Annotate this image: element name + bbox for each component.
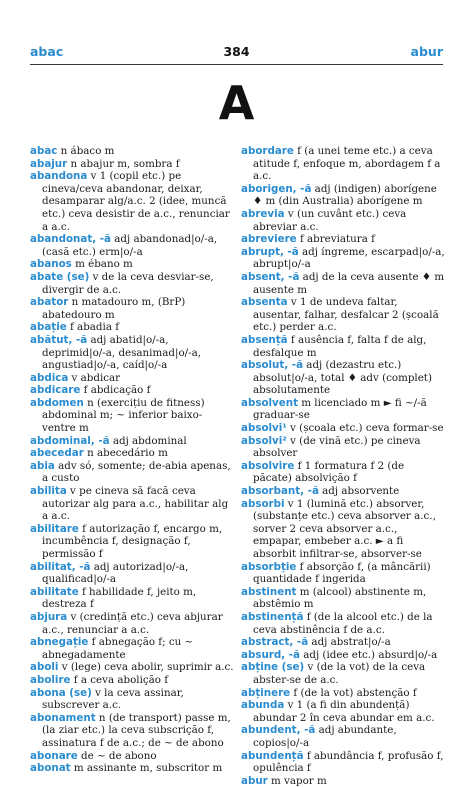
dictionary-entry [30,611,235,636]
entry-headword: abanos [30,258,72,271]
dictionary-entry [241,586,446,611]
entry-definition: adv só, somente; de-abia apenas, a custo [42,459,231,485]
entry-definition: f (a unei teme etc.) a ceva atitude f, enfoque m, abordagem f a a.c. [253,145,441,183]
entry-definition: v (școala etc.) ceva formar-se [286,422,444,435]
entry-headword: absorbant, -ă [241,485,319,498]
dictionary-entry [30,321,235,334]
entry-definition: n (exercițiu de fitness) abdominal m; ~ inferior baixo-ventre m [42,396,205,435]
dictionary-entry [30,636,235,661]
entry-definition: m ébano m [71,258,133,271]
entry-definition: adj abatid|o/-a, deprimid|o/-a, desanimad|o/-a, angustiad|o/-a, caíd|o/-a [42,333,201,372]
entry-definition: n matadouro m, (BrP) abatedouro m [42,296,186,321]
entry-definition: f 1 formatura f 2 (de păcate) absolvição f [253,459,405,485]
dictionary-entry [30,158,235,171]
entry-headword: absolvi² [241,434,287,447]
entry-definition: adj abandonad|o/-a, (casă etc.) erm|o/-a [42,233,218,258]
dictionary-entry [241,485,446,498]
entry-headword: abnegație [30,636,89,649]
entry-definition: adj de la ceva ausente ♦ m ausente m [253,270,445,296]
dictionary-entry [241,649,446,662]
entry-definition: f (de la vot) abstenção f [290,686,417,699]
guide-word-left: abac [30,44,64,59]
entry-headword: abonare [30,749,78,762]
dictionary-entry [241,699,446,724]
entry-definition: adj (indigen) aborígene ♦ m (din Australia) aborígene m [253,182,437,208]
entry-headword: aborigen, -ă [241,182,312,195]
dictionary-entry [241,233,446,246]
entry-headword: absolvi¹ [241,422,287,435]
entry-definition: v (lege) ceva abolir, suprimir a.c. [58,661,234,674]
entry-definition: f absorção f, (a mâncării) quantidade f ingerida [253,560,431,586]
dictionary-entry [30,271,235,296]
entry-definition: f a ceva abolição f [70,673,169,686]
entry-definition: adj íngreme, escarpad|o/-a, abrupt|o/-a [253,245,445,271]
entry-headword: abreviere [241,233,297,246]
dictionary-entry [30,674,235,687]
entry-definition: v de la ceva desviar-se, divergir de a.c. [42,270,214,296]
left-column [30,145,235,775]
right-column [241,145,446,787]
entry-definition: f habilidade f, jeito m, destreza f [42,585,197,611]
dictionary-entry [30,372,235,385]
entry-headword: abdicare [30,384,81,397]
dictionary-entry [30,397,235,435]
entry-headword: abilitat, -ă [30,560,91,573]
entry-headword: abona (se) [30,686,92,699]
dictionary-entry [241,775,446,787]
dictionary-entry [30,687,235,712]
entry-headword: absorbi [241,497,285,510]
entry-definition: v (de la vot) de la ceva abster-se de a.c. [253,661,426,686]
entry-definition: n (de transport) passe m, (la ziar etc.) la ceva subscrição f, assinatura f de a.c.; de ~ de abono [42,711,231,749]
entry-headword: abătut, -ă [30,333,88,346]
entry-headword: abjura [30,610,68,623]
entry-headword: absență [241,333,288,346]
entry-headword: abandonat, -ă [30,233,111,246]
entry-headword: abolire [30,673,71,686]
entry-definition: n abecedário m [83,447,168,460]
dictionary-entry [241,296,446,334]
entry-definition: v 1 (copil etc.) pe cineva/ceva abandonar, deixar, desamparar alg/a.c. 2 (idee, muncă etc.) ceva desistir de a.c., renunciar a a.c. [42,170,230,233]
dictionary-entry [241,460,446,485]
entry-headword: abație [30,321,67,334]
section-letter: A [218,76,255,130]
dictionary-entry [30,233,235,258]
dictionary-entry [241,687,446,700]
entry-headword: abunda [241,699,285,712]
entry-headword: aboli [30,661,59,674]
dictionary-entry [30,296,235,321]
entry-headword: abonament [30,711,96,724]
entry-headword: abac [30,145,58,157]
dictionary-entry [241,661,446,686]
entry-headword: abandona [30,170,88,183]
entry-definition: v pe cineva să facă ceva autorizar alg para a.c., habilitar alg a a.c. [42,485,229,523]
dictionary-entry [30,460,235,485]
entry-definition: f abnegação f; cu ~ abnegadamente [42,636,194,661]
entry-definition: f abadia f [66,321,120,334]
entry-headword: abstract, -ă [241,636,309,649]
entry-headword: abrupt, -ă [241,245,299,258]
entry-definition: v abdicar [68,371,121,384]
entry-headword: abține (se) [241,661,305,674]
entry-headword: absolut, -ă [241,359,304,372]
running-head [30,44,443,65]
dictionary-entry [30,762,235,775]
entry-definition: v (un cuvânt etc.) ceva abreviar a.c. [253,207,407,233]
dictionary-entry [30,258,235,271]
entry-definition: adj (dezastru etc.) absolut|o/-a, total ♦ adv (complet) absolutamente [253,359,432,397]
dictionary-entry [241,334,446,359]
entry-headword: abținere [241,686,291,699]
entry-headword: abilitate [30,585,79,598]
dictionary-entry [30,170,235,233]
entry-definition: adj autorizad|o/-a, qualificad|o/-a [42,560,189,586]
entry-headword: abilitare [30,522,79,535]
entry-definition: adj (idee etc.) absurd|o/-a [299,648,438,661]
dictionary-entry [241,724,446,749]
entry-headword: abstinent [241,585,297,598]
entry-headword: abia [30,459,55,472]
entry-headword: abur [241,774,268,787]
dictionary-entry [241,271,446,296]
entry-definition: v 1 (lumină etc.) absorver, (substanțe etc.) ceva absorver a.c., sorver 2 ceva absorver a.c., empapar, embeber a.c. ► a fi absorbit infiltrar-se, absorver-se [253,497,436,560]
dictionary-entry [30,435,235,448]
entry-definition: v la ceva assinar, subscrever a.c. [42,686,184,712]
entry-headword: absolvire [241,459,295,472]
entry-definition: adj abdominal [109,434,187,447]
entry-headword: abstinență [241,610,304,623]
entry-headword: abdomen [30,396,84,409]
entry-headword: abonat [30,762,71,775]
dictionary-entry [241,636,446,649]
entry-definition: n abajur m, sombra f [67,157,180,170]
entry-headword: abajur [30,157,68,170]
entry-definition: adj abundante, copios|o/-a [253,724,397,749]
dictionary-entry [241,145,446,183]
entry-headword: abrevia [241,207,285,220]
dictionary-entry [241,422,446,435]
dictionary-entry [30,712,235,750]
entry-headword: absenta [241,296,288,309]
entry-headword: abecedar [30,447,84,460]
entry-headword: abilita [30,485,67,498]
entry-headword: abdominal, -ă [30,434,110,447]
dictionary-entry [30,447,235,460]
entry-definition: f ausência f, falta f de alg, desfalque m [253,333,427,359]
dictionary-entry [241,435,446,460]
dictionary-entry [241,750,446,775]
dictionary-entry [241,498,446,561]
dictionary-entry [241,561,446,586]
entry-definition: adj absorvente [318,485,400,498]
dictionary-entry [241,397,446,422]
entry-headword: abundent, -ă [241,724,316,737]
entry-definition: f abundância f, profusão f, opulência f [253,749,444,775]
entry-definition: v 1 de undeva faltar, ausentar, falhar, desfalcar 2 (școală etc.) perder a.c. [253,296,439,334]
entry-definition: f (de la alcool etc.) de la ceva abstinência f de a.c. [253,610,433,636]
entry-headword: abdica [30,371,69,384]
entry-headword: abundență [241,749,304,762]
entry-definition: f autorização f, encargo m, incumbência f, designação f, permissão f [42,522,223,560]
entry-definition: m vapor m [267,774,327,787]
entry-definition: de ~ de abono [77,749,157,762]
entry-headword: absurd, -ă [241,648,300,661]
entry-definition: v 1 (a fi din abundență) abundar 2 în ceva abundar em a.c. [253,699,435,724]
dictionary-entry [30,485,235,523]
entry-headword: absorbție [241,560,297,573]
dictionary-entry [30,145,235,158]
entry-headword: abordare [241,145,294,157]
entry-definition: v (credință etc.) ceva abjurar a.c., renunciar a a.c. [42,610,223,636]
dictionary-entry [30,561,235,586]
entry-headword: abator [30,296,69,309]
entry-definition: v (de vină etc.) pe cineva absolver [253,434,421,460]
entry-headword: abate (se) [30,270,90,283]
guide-word-right: abur [410,44,443,59]
entry-headword: absolvent [241,396,298,409]
dictionary-entry [241,359,446,397]
page-number: 384 [223,44,250,59]
dictionary-entry [30,661,235,674]
dictionary-entry [30,384,235,397]
entry-definition: adj abstrat|o/-a [308,636,391,649]
dictionary-entry [30,334,235,372]
dictionary-entry [30,586,235,611]
entry-definition: m licenciado m ► fi ~/-ă graduar-se [253,396,427,422]
entry-definition: n ábaco m [57,145,115,157]
entry-definition: m assinante m, subscritor m [70,762,223,775]
entry-definition: f abreviatura f [296,233,375,246]
dictionary-entry [241,183,446,208]
dictionary-entry [241,208,446,233]
entry-definition: f abdicação f [80,384,151,397]
dictionary-entry [241,246,446,271]
dictionary-entry [30,523,235,561]
entry-headword: absent, -ă [241,270,300,283]
dictionary-entry [241,611,446,636]
entry-definition: m (alcool) abstinente m, abstêmio m [253,585,427,611]
